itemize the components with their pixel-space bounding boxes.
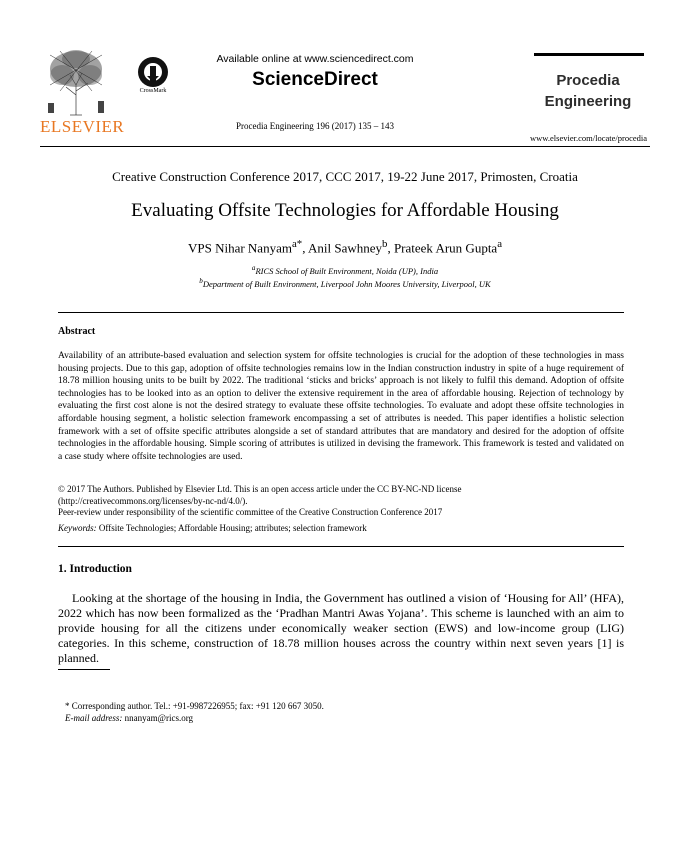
abstract-text: Availability of an attribute-based evaluation and selection system for offsite technologies is crucial for the adoption of these technologies in mass housing projects. Due to this gap, adoption of offsite technologies remains low in the Indian construction industry in spite of a huge requirement of 18.78 million housing units to be built by 2022. The traditional ‘sticks and bricks’ approach is not likely to fulfil this demand. Adoption of offsite technologies has to be looked into as an option to deliver the extensive requirement in the area of affordable housing. Rejection of technology by evaluating the first cost alone is not the desired strategy to evaluate these offsite technologies. To evaluate and adopt these offsite technologies in affordable housing segment, a holistic selection framework encompassing a set of attributes is needed. This paper identifies a holistic selection framework with a set of offsite specific attributes alongside a set of standard attributes that are mandatory and desired for the adoption of offsite technologies in the affordable housing. Simple scoring of attributes is utilized in devising the framework. This framework is tested and validated on a case study where offsite technologies are used.	[58, 351, 624, 462]
footnote	[65, 700, 324, 724]
journal-title-bar	[534, 53, 644, 56]
author-affiliation-marker: a*	[291, 238, 303, 250]
author-name: Prateek Arun Gupta	[393, 240, 498, 256]
abstract-body	[58, 350, 624, 463]
abstract-top-rule	[58, 312, 624, 313]
paper-title: Evaluating Offsite Technologies for Affordable Housing	[131, 200, 559, 221]
affiliation-marker: a	[251, 264, 256, 272]
conference-line: Creative Construction Conference 2017, CCC 2017, 19-22 June 2017, Primosten, Croatia	[112, 169, 578, 184]
abstract-bottom-rule	[58, 546, 624, 547]
footnote-rule	[58, 669, 110, 670]
affiliation-text: Department of Built Environment, Liverpool John Moores University, Liverpool, UK	[202, 278, 491, 289]
author-affiliation-marker: a	[497, 238, 503, 250]
journal-citation: Procedia Engineering 196 (2017) 135 – 143	[236, 121, 394, 131]
author-name: Anil Sawhney	[308, 240, 383, 256]
license-block	[58, 484, 624, 519]
sciencedirect-logo[interactable]: ScienceDirect	[252, 69, 378, 90]
header-divider	[40, 146, 650, 147]
journal-url-link[interactable]: www.elsevier.com/locate/procedia	[530, 133, 647, 143]
affiliation-marker: b	[199, 277, 203, 285]
abstract-heading: Abstract	[58, 326, 96, 337]
license-link[interactable]: (http://creativecommons.org/licenses/by-nc-nd/4.0/).	[58, 495, 248, 506]
introduction-paragraph: Looking at the shortage of the housing in India, the Government has outlined a vision of ‘Housing for All’ (HFA), 2022 which has now been formalized as the ‘Pradhan Mantri Awas Yojana’. This scheme is launched with an aim to provide housing for all the citizens under economically weaker section (EWS) and low-income group (LIG) categories. In this scheme, construction of 18.78 million houses across the country within next seven years [1] is planned.	[58, 591, 624, 665]
author-affiliation-marker: b	[382, 238, 388, 250]
journal-title-line-1: Procedia	[556, 72, 620, 89]
author-list: VPS Nihar Nanyam$^{a*}$, Anil Sawhney$^b$, Prateek Arun Gupta$^a$	[187, 238, 503, 256]
crossmark-label: CrossMark	[139, 88, 167, 94]
affiliation-text: RICS School of Built Environment, Noida (UP), India	[255, 265, 439, 276]
keywords-list: Offsite Technologies; Affordable Housing; attributes; selection framework	[98, 523, 367, 533]
journal-title	[524, 70, 652, 112]
peer-review-text: Peer-review under responsibility of the scientific committee of the Creative Construction Conference 2017	[58, 507, 443, 517]
corresponding-author-note: * Corresponding author. Tel.: +91-9987226955; fax: +91 120 667 3050.	[65, 701, 324, 711]
affiliation	[40, 264, 650, 276]
publisher-name: ELSEVIER	[40, 117, 125, 136]
email-label: E-mail address:	[65, 713, 123, 723]
email-line	[65, 712, 324, 724]
keywords-line	[58, 523, 624, 533]
journal-title-line-2: Engineering	[544, 93, 632, 110]
affiliation	[40, 277, 650, 289]
elsevier-tree-logo	[40, 45, 112, 117]
author-name: VPS Nihar Nanyam	[187, 240, 292, 256]
section-heading: 1. Introduction	[58, 563, 132, 575]
license-text: © 2017 The Authors. Published by Elsevier Ltd. This is an open access article under the CC BY-NC-ND license	[58, 484, 462, 494]
available-online-text: Available online at www.sciencedirect.com	[216, 53, 414, 65]
email-link[interactable]: nnanyam@rics.org	[124, 713, 194, 723]
keywords-label: Keywords:	[58, 523, 97, 533]
introduction-body	[58, 591, 624, 666]
